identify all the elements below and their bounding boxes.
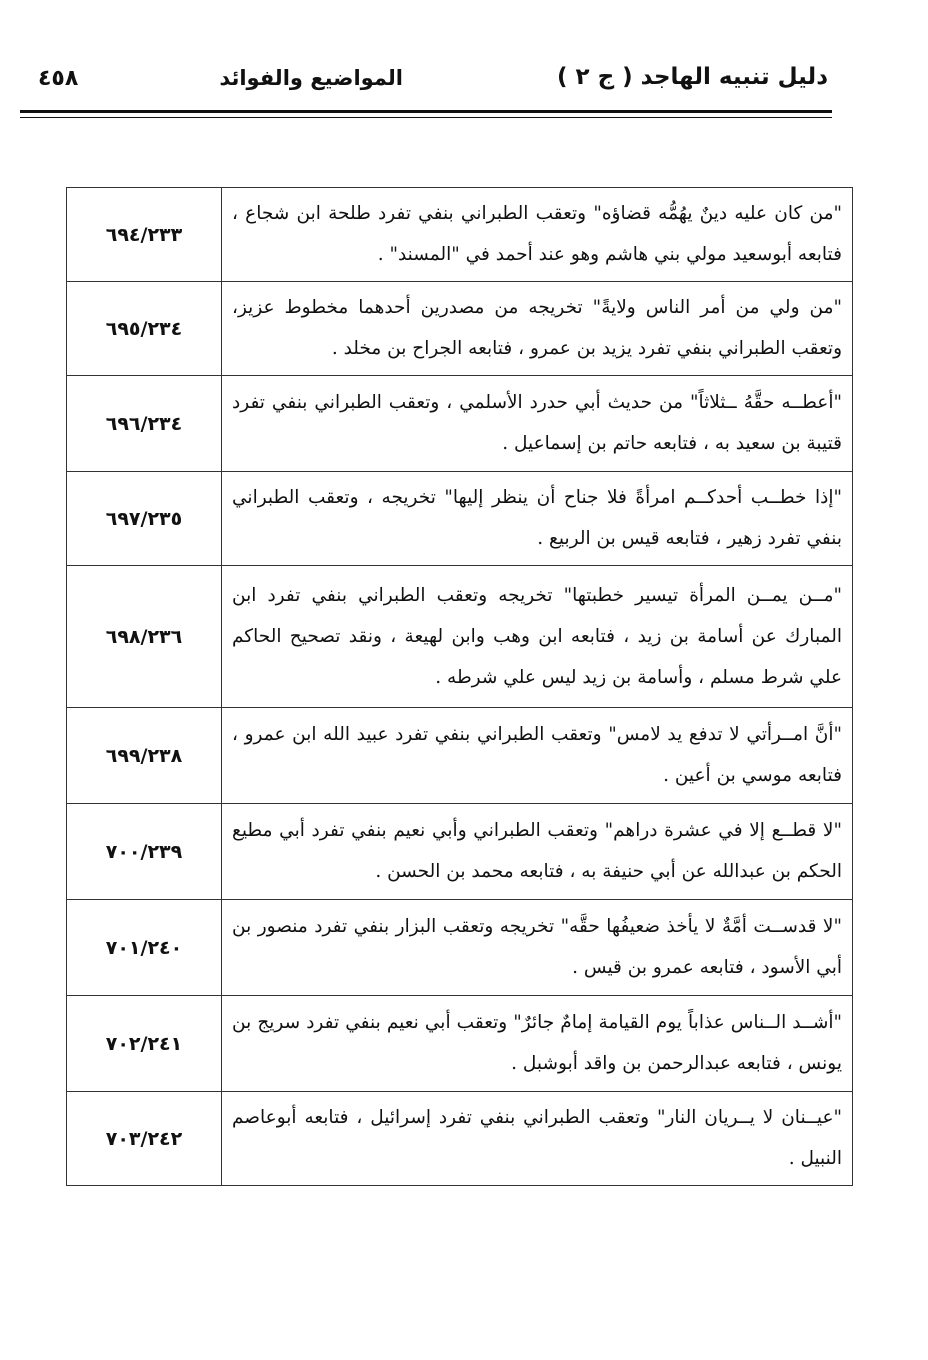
entry-text: "أنَّ امــرأتي لا تدفع يد لامس" وتعقب الطبراني بنفي تفرد عبيد الله ابن عمرو ، فتابعه موسي بن أعين .	[222, 708, 853, 804]
entry-text: "أعطــه حقَّهُ ــثلاثاً" من حديث أبي حدرد الأسلمي ، وتعقب الطبراني بنفي تفرد قتيبة بن سعيد به ، فتابعه حاتم بن إسماعيل .	[222, 376, 853, 472]
entry-text: "من كان عليه دينٌ يهُمُّه قضاؤه" وتعقب الطبراني بنفي تفرد طلحة ابن شجاع ، فتابعه أبوسعيد مولي بني هاشم وهو عند أحمد في "المسند" .	[222, 188, 853, 282]
running-section-title: المواضيع والفوائد	[219, 66, 403, 90]
entry-text: "إذا خطــب أحدكــم امرأةً فلا جناح أن ينظر إليها" تخريجه ، وتعقب الطبراني بنفي تفرد زهير ، فتابعه قيس بن الربيع .	[222, 472, 853, 566]
entry-reference: ٦٩٧/٢٣٥	[67, 472, 222, 566]
table-row	[67, 282, 853, 376]
entry-reference: ٧٠٠/٢٣٩	[67, 804, 222, 900]
hadith-index-table	[66, 187, 853, 1186]
page-header	[38, 58, 828, 102]
table-row	[67, 188, 853, 282]
table-row	[67, 708, 853, 804]
page-number: ٤٥٨	[38, 66, 79, 91]
entry-text: "أشــد الــناس عذاباً يوم القيامة إمامٌ جائرٌ" وتعقب أبي نعيم بنفي تفرد سريج بن يونس ، فتابعه عبدالرحمن بن واقد أبوشبل .	[222, 996, 853, 1092]
entry-text: "عيــنان لا يــريان النار" وتعقب الطبراني بنفي تفرد إسرائيل ، فتابعه أبوعاصم النبيل .	[222, 1092, 853, 1186]
table-row	[67, 996, 853, 1092]
entry-reference: ٦٩٤/٢٣٣	[67, 188, 222, 282]
entry-text: "مــن يمــن المرأة تيسير خطبتها" تخريجه وتعقب الطبراني بنفي تفرد ابن المبارك عن أسامة بن زيد ، فتابعه ابن وهب وابن لهيعة ، ونقد تصحيح الحاكم علي شرط مسلم ، وأسامة بن زيد ليس علي شرطه .	[222, 566, 853, 708]
table-row	[67, 1092, 853, 1186]
entry-text: "من ولي من أمر الناس ولايةً" تخريجه من مصدرين أحدهما مخطوط عزيز، وتعقب الطبراني بنفي تفرد يزيد بن عمرو ، فتابعه الجراح بن مخلد .	[222, 282, 853, 376]
entry-reference: ٧٠٢/٢٤١	[67, 996, 222, 1092]
entry-text: "لا قطــع إلا في عشرة دراهم" وتعقب الطبراني وأبي نعيم بنفي تفرد أبي مطيع الحكم بن عبدالله عن أبي حنيفة به ، فتابعه محمد بن الحسن .	[222, 804, 853, 900]
table-row	[67, 566, 853, 708]
running-book-title: دليل تنبيه الهاجد ( ج ٢ )	[556, 64, 828, 90]
entry-reference: ٧٠٣/٢٤٢	[67, 1092, 222, 1186]
entry-reference: ٦٩٥/٢٣٤	[67, 282, 222, 376]
entry-reference: ٦٩٩/٢٣٨	[67, 708, 222, 804]
table-row	[67, 472, 853, 566]
entry-reference: ٧٠١/٢٤٠	[67, 900, 222, 996]
entry-text: "لا قدســت أمَّةٌ لا يأخذ ضعيفُها حقَّه" تخريجه وتعقب البزار بنفي تفرد منصور بن أبي الأسود ، فتابعه عمرو بن قيس .	[222, 900, 853, 996]
entry-reference: ٦٩٦/٢٣٤	[67, 376, 222, 472]
header-rule-thick	[20, 110, 832, 113]
table-row	[67, 376, 853, 472]
header-rule-thin	[20, 117, 832, 118]
table-row	[67, 804, 853, 900]
table-row	[67, 900, 853, 996]
entry-reference: ٦٩٨/٢٣٦	[67, 566, 222, 708]
